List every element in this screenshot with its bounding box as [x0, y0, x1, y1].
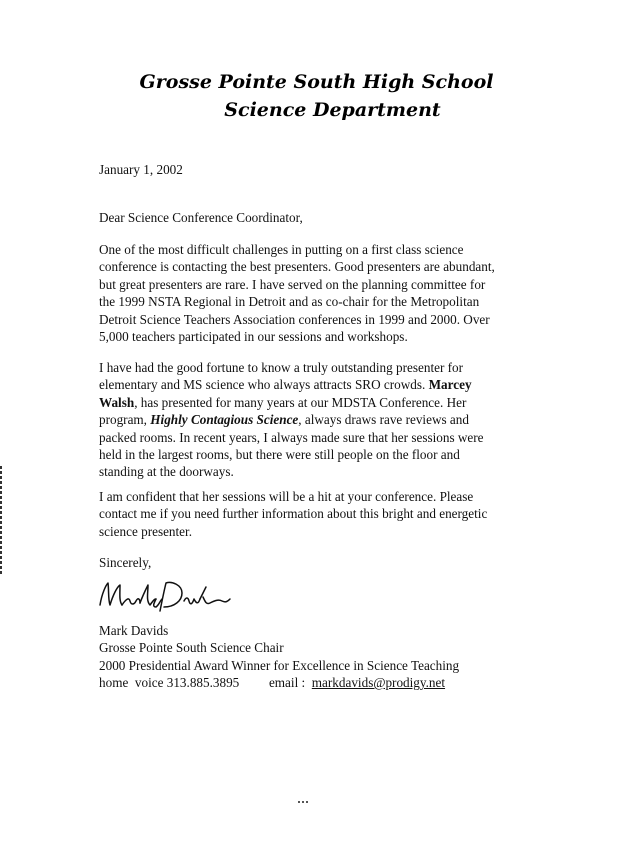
- paragraph-line: [99, 376, 539, 393]
- department-name: Science Department: [224, 99, 441, 121]
- signer-name: Mark Davids: [99, 623, 169, 638]
- paragraph-1: [99, 241, 539, 345]
- paragraph-line: 5,000 teachers participated in our sessions and workshops.: [99, 329, 408, 345]
- contact-line: [99, 674, 539, 691]
- line-text: , always draws rave reviews and: [298, 412, 469, 428]
- scan-artifact: [298, 801, 310, 803]
- paragraph-2: [99, 359, 539, 481]
- signer-award: 2000 Presidential Award Winner for Excellence in Science Teaching: [99, 657, 460, 673]
- paragraph-line: Detroit Science Teachers Association conferences in 1999 and 2000. Over: [99, 311, 490, 327]
- scan-edge-mark: [0, 466, 2, 576]
- salutation: Dear Science Conference Coordinator,: [99, 210, 303, 225]
- line-text: program,: [99, 412, 151, 428]
- line-text: elementary and MS science who always attracts SRO crowds.: [99, 377, 429, 393]
- paragraph-line: but great presenters are rare. I have served on the planning committee for: [99, 276, 486, 292]
- email-link[interactable]: markdavids@prodigy.net: [311, 675, 446, 691]
- paragraph-line: science presenter.: [99, 523, 192, 539]
- presenter-name-last: Walsh: [99, 394, 135, 410]
- paragraph-line: contact me if you need further information about this bright and energetic: [99, 506, 488, 522]
- closing: Sincerely,: [99, 555, 152, 570]
- school-name: Grosse Pointe South High School: [139, 71, 494, 93]
- presenter-name-first: Marcey: [428, 377, 472, 393]
- letter-date: January 1, 2002: [99, 162, 183, 177]
- letterhead: [0, 68, 621, 124]
- paragraph-line: packed rooms. In recent years, I always made sure that her sessions were: [99, 429, 484, 445]
- paragraph-line: conference is contacting the best presenters. Good presenters are abundant,: [99, 259, 495, 275]
- paragraph-line: held in the largest rooms, but there were still people on the floor and: [99, 447, 460, 463]
- paragraph-line: [99, 411, 539, 428]
- contact-voice: home voice 313.885.3895 email :: [99, 675, 312, 691]
- paragraph-3: [99, 488, 539, 540]
- paragraph-line: One of the most difficult challenges in putting on a first class science: [99, 242, 464, 257]
- paragraph-line: I am confident that her sessions will be a hit at your conference. Please: [99, 489, 474, 504]
- paragraph-line: standing at the doorways.: [99, 464, 234, 480]
- signature-block: [99, 622, 539, 692]
- handwritten-signature: [96, 575, 236, 617]
- signer-title: Grosse Pointe South Science Chair: [99, 640, 284, 656]
- paragraph-line: the 1999 NSTA Regional in Detroit and as co-chair for the Metropolitan: [99, 294, 480, 310]
- program-name: Highly Contagious Science: [150, 412, 299, 428]
- paragraph-line: I have had the good fortune to know a truly outstanding presenter for: [99, 360, 464, 375]
- line-text: , has presented for many years at our MDSTA Conference. Her: [134, 394, 467, 410]
- paragraph-line: [99, 394, 539, 411]
